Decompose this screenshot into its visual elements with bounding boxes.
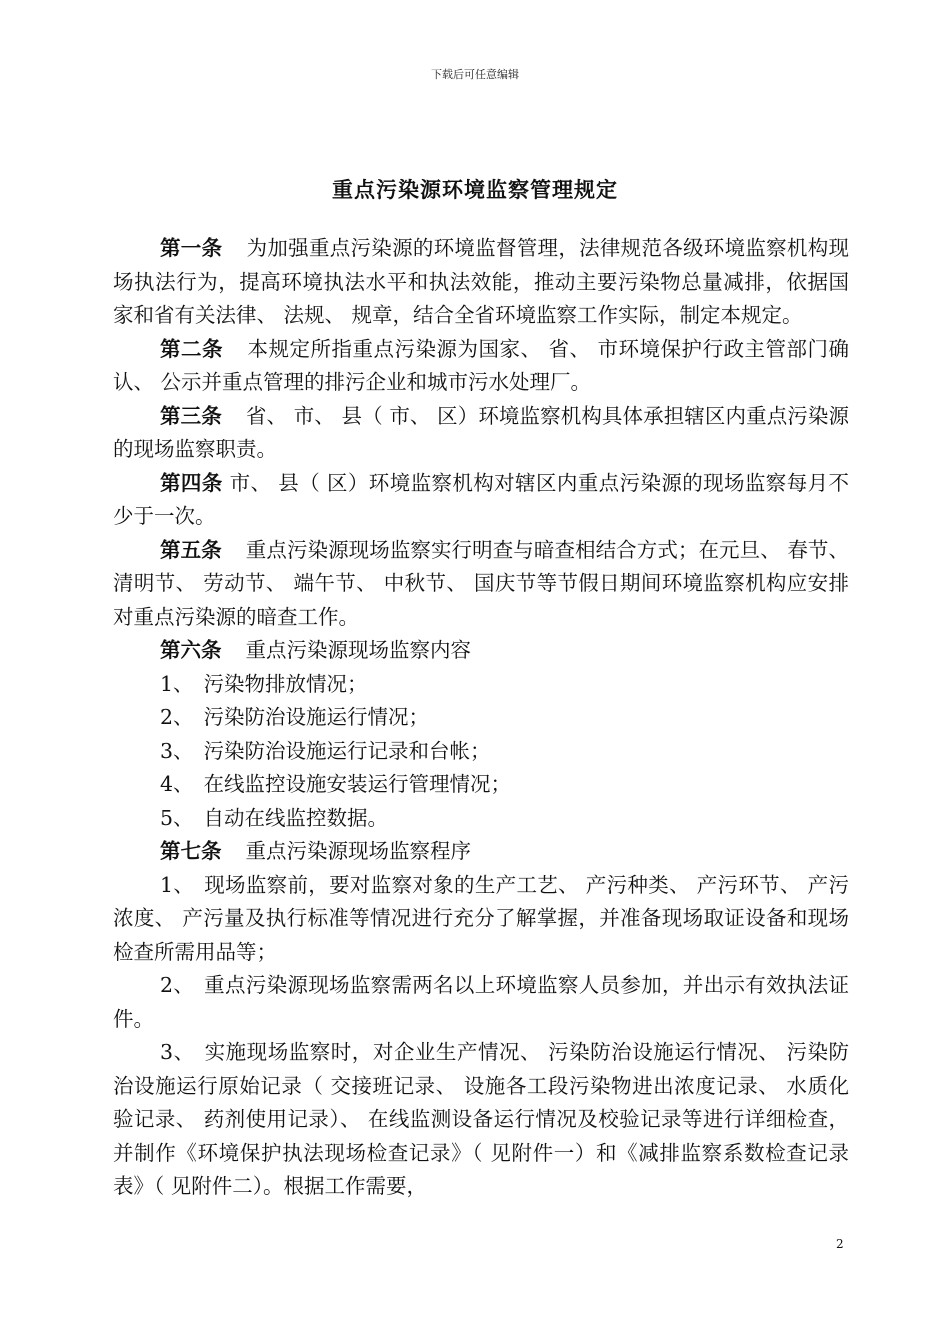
item-number: 2、	[160, 973, 195, 997]
article-7	[113, 835, 849, 869]
item-text: 污染防治设施运行记录和台帐；	[203, 738, 491, 763]
article-2	[113, 333, 849, 400]
article-text: 重点污染源现场监察内容	[245, 638, 471, 662]
article-number: 第五条	[160, 537, 222, 562]
article-text: 重点污染源现场监察程序	[245, 839, 471, 863]
article-3	[113, 400, 849, 467]
procedure-item-3	[113, 1036, 849, 1204]
item-text: 现场监察前，要对监察对象的生产工艺、 产污种类、 产污环节、 产污浓度、 产污量及执行标准等情况进行充分了解掌握，并准备现场取证设备和现场检查所需用品等；	[113, 872, 849, 964]
list-item	[113, 701, 849, 735]
item-text: 重点污染源现场监察需两名以上环境监察人员参加，并出示有效执法证件。	[113, 973, 850, 1031]
article-number: 第二条	[160, 336, 223, 361]
list-item	[113, 735, 849, 769]
article-text: 本规定所指重点污染源为国家、 省、 市环境保护行政主管部门确认、 公示并重点管理的排污企业和城市污水处理厂。	[113, 336, 850, 394]
article-1	[113, 232, 849, 333]
list-item	[113, 668, 849, 702]
item-number: 1、	[160, 872, 195, 897]
article-text: 市、 县（ 区）环境监察机构对辖区内重点污染源的现场监察每月不少于一次。	[113, 470, 849, 528]
item-text: 在线监控设施安装运行管理情况；	[203, 772, 512, 796]
item-number: 3、	[160, 738, 194, 763]
item-text: 自动在线监控数据。	[203, 805, 389, 830]
article-5	[113, 534, 849, 635]
item-text: 污染物排放情况；	[203, 671, 368, 696]
procedure-item-2	[113, 969, 849, 1036]
article-4	[113, 467, 849, 534]
article-number: 第七条	[160, 839, 222, 863]
procedure-item-1	[113, 869, 849, 970]
article-text: 省、 市、 县（ 市、 区）环境监察机构具体承担辖区内重点污染源的现场监察职责。	[113, 403, 849, 461]
article-number: 第六条	[160, 638, 222, 662]
article-number: 第四条	[160, 470, 223, 495]
article-6	[113, 634, 849, 668]
article-number: 第一条	[160, 236, 223, 260]
header-note: 下载后可任意编辑	[431, 68, 519, 81]
list-item	[113, 802, 849, 836]
item-number: 5、	[160, 805, 194, 830]
article-text: 重点污染源现场监察实行明查与暗查相结合方式；在元旦、 春节、 清明节、 劳动节、 端午节、 中秋节、 国庆节等节假日期间环境监察机构应安排对重点污染源的暗查工作。	[113, 537, 850, 629]
item-text: 污染防治设施运行情况；	[203, 705, 430, 729]
article-number: 第三条	[160, 403, 222, 428]
item-number: 1、	[160, 671, 194, 696]
item-number: 2、	[160, 705, 194, 729]
document-body	[113, 232, 849, 1204]
article-text: 为加强重点污染源的环境监督管理，法律规范各级环境监察机构现场执法行为，提高环境执法水平和执法效能，推动主要污染物总量减排，依据国家和省有关法律、 法规、 规章，结合全省环境监察工作实际，制定本规定。	[113, 236, 849, 327]
item-number: 4、	[160, 772, 194, 796]
document-title: 重点污染源环境监察管理规定	[332, 178, 618, 202]
page-number: 2	[836, 1237, 844, 1251]
item-number: 3、	[160, 1040, 195, 1064]
item-text: 实施现场监察时，对企业生产情况、 污染防治设施运行情况、 污染防治设施运行原始记录（ 交接班记录、 设施各工段污染物进出浓度记录、 水质化验记录、 药剂使用记录）、 在线监测设备运行情况及校验记录等进行详细检查，并制作《环境保护执法现场检查记录》（ 见附件一）和《减排监察系数检查记录表》（ 见附件二）。根据工作需要，	[113, 1040, 850, 1198]
list-item	[113, 768, 849, 802]
